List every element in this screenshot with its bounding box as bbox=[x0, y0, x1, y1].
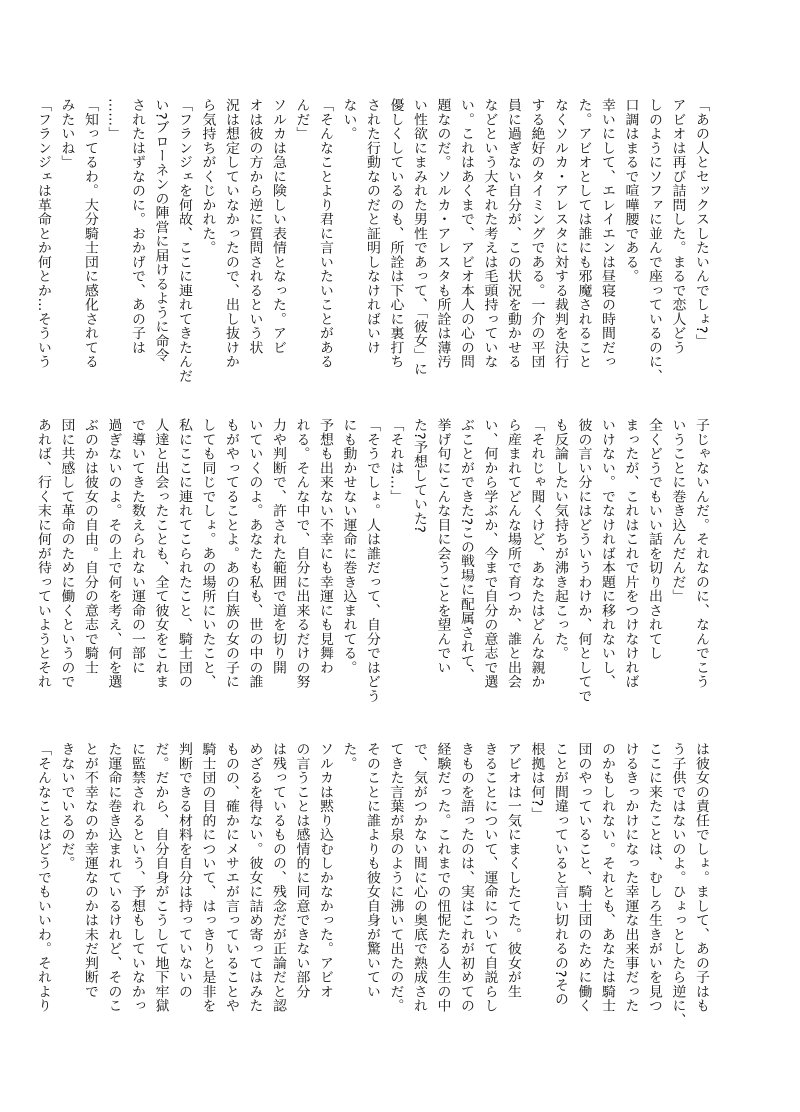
text-line: 幸いにして、エレイエンは昼寝の時間だっ bbox=[599, 98, 615, 369]
text-line: う子供ではないのよ。ひょっとしたら逆に、 bbox=[669, 742, 686, 1027]
text-line: 力や判断で、許された範囲で道を切り開 bbox=[270, 418, 286, 675]
text-line: 優しくしているのも、所詮は下心に裏打ち bbox=[387, 98, 404, 369]
text-line: などという大それた考えは毛頭持っていな bbox=[481, 98, 498, 369]
text-line: 口調はまるで喧嘩腰である。 bbox=[622, 98, 639, 284]
text-line: れる。そんな中で、自分に出来るだけの努 bbox=[293, 418, 310, 689]
text-line: ら気持ちがくじかれた。 bbox=[199, 98, 216, 255]
text-line: いけない。でなければ本題に移れないし、 bbox=[599, 418, 615, 689]
text-tier-bottom bbox=[35, 742, 712, 1027]
text-line: 挙げ句にこんな目に会うことを望んでい bbox=[434, 418, 451, 675]
text-line: は彼女の責任でしょ。まして、あの子はも bbox=[693, 742, 709, 1013]
text-line: 「あの人とセックスしたいんでしょ?」 bbox=[693, 98, 709, 348]
text-line: 全くどうでもいい話を切り出されてし bbox=[646, 418, 662, 661]
text-line: い、何から学ぶか、今まで自分の意志で選 bbox=[481, 418, 498, 689]
text-line: 「フランジェは革命とか何とか…そういう bbox=[35, 98, 51, 369]
text-line: の言うことは感情的に同意できない部分 bbox=[293, 742, 310, 999]
text-line: まったが、これはこれで片をつけなければ bbox=[622, 418, 639, 689]
text-line: なくソルカ・アレスタに対する裁判を決行 bbox=[552, 98, 568, 369]
text-line: 人達と出会ったことも、全て彼女をこれま bbox=[152, 418, 169, 689]
text-line: オは彼の方から逆に質問されるという状 bbox=[246, 98, 263, 355]
text-line: 団のやっていること、騎士団のために働く bbox=[575, 742, 592, 1013]
text-line: ものの、確かにメサエが言っていることや bbox=[223, 742, 239, 1013]
text-line: ことが間違っていると言い切れるの?その bbox=[552, 742, 568, 1007]
text-line: い。これはあくまで、アビオ本人の心の問 bbox=[458, 98, 474, 369]
text-line: しのようにソファに並んで座っているのに、 bbox=[646, 98, 662, 383]
text-line: で、気がつかない間に心の奥底で熟成され bbox=[411, 742, 427, 1013]
text-line: 判断できる材料を自分は持っていないの bbox=[176, 742, 192, 999]
text-line: 員に過ぎない自分が、この状況を動かせる bbox=[505, 98, 521, 369]
text-tier-top bbox=[35, 98, 712, 383]
text-line: 「そんなことより君に言いたいことがある bbox=[317, 98, 333, 369]
text-line: みたいね」 bbox=[58, 98, 75, 170]
text-line: で導いてきた数えられない運命の一部に bbox=[129, 418, 145, 675]
text-line: きないでいるのだ。 bbox=[58, 742, 75, 871]
text-line: た。 bbox=[340, 742, 357, 771]
text-line: 況は想定していなかったので、出し抜けか bbox=[223, 98, 239, 369]
text-line: 「それじゃ聞くけど、あなたはどんな親か bbox=[528, 418, 545, 689]
text-line: 予想も出来ない不幸にも幸運にも見舞わ bbox=[317, 418, 333, 675]
text-line: 私にここに連れてこられたこと、騎士団の bbox=[176, 418, 192, 689]
text-line: 彼の言い分にはどういうわけか、何としてで bbox=[575, 418, 592, 703]
text-line: 根拠は何?」 bbox=[528, 742, 545, 821]
text-line: い性欲にまみれた男性であって、「彼女」に bbox=[411, 98, 427, 377]
text-line: ら産まれてどんな場所で育つか、誰と出会 bbox=[505, 418, 521, 689]
text-line: も反論したい気持ちが沸き起こった。 bbox=[552, 418, 568, 661]
text-line: 「そんなことはどうでもいいわ。それより bbox=[35, 742, 51, 1013]
text-line: ぶのかは彼女の自由。自分の意志で騎士 bbox=[82, 418, 98, 675]
text-line: た?予想していた? bbox=[411, 418, 427, 534]
text-line: い?ブローネンの陣営に届けるように命令 bbox=[152, 98, 169, 363]
text-line: 「フランジェを何故、ここに連れてきたんだ bbox=[176, 98, 192, 383]
text-line: きものを語ったのは、実はこれが初めての bbox=[458, 742, 474, 1013]
text-line: めざるを得ない。彼女に詰め寄ってはみた bbox=[246, 742, 263, 1013]
text-line: ソルカは黙り込むしかなかった。アビオ bbox=[317, 742, 333, 999]
text-line: ここに来たことは、むしろ生きがいを見つ bbox=[646, 742, 662, 1013]
text-line: ……」 bbox=[105, 98, 122, 141]
text-line: された行動なのだと証明しなければいけ bbox=[364, 98, 380, 355]
text-line: た運命に巻き込まれているけれど、そのこ bbox=[105, 742, 122, 1013]
text-line: のかもしれない。それとも、あなたは騎士 bbox=[599, 742, 615, 1013]
text-line: 団に共感して革命のために働くというので bbox=[58, 418, 75, 689]
text-line: ない。 bbox=[340, 98, 357, 141]
text-line: にも動かせない運命に巻き込まれてる。 bbox=[340, 418, 357, 675]
text-line: んだ」 bbox=[293, 98, 310, 141]
text-line: アビオは一気にまくしたてた。彼女が生 bbox=[505, 742, 521, 999]
text-line: あれば、行く末に何が待っていようとそれ bbox=[35, 418, 51, 689]
text-line: 「それは…」 bbox=[387, 418, 404, 504]
text-line: もがやってることよ。あの白族の女の子に bbox=[223, 418, 239, 689]
text-line: いうことに巻き込んだんだ」 bbox=[669, 418, 686, 604]
text-line: そのことに誰よりも彼女自身が驚いてい bbox=[364, 742, 380, 999]
text-tier-middle bbox=[35, 418, 712, 703]
text-line: アビオは再び詰問した。まるで恋人どう bbox=[669, 98, 686, 355]
text-line: されたはずなのに。おかげで、あの子は bbox=[129, 98, 145, 355]
text-line: 「知ってるわ。大分騎士団に感化されてる bbox=[82, 98, 98, 369]
text-line: けるきっかけになった幸運な出来事だった bbox=[622, 742, 639, 1013]
text-line: は残っているものの、残念だが正論だと認 bbox=[270, 742, 286, 1013]
text-line: に監禁されるという、予想もしていなかっ bbox=[129, 742, 145, 1013]
text-line: てきた言葉が泉のように沸いて出たのだ。 bbox=[387, 742, 404, 1013]
text-line: する絶好のタイミングである。一介の平団 bbox=[528, 98, 545, 369]
text-line: とが不幸なのか幸運なのかは未だ判断で bbox=[82, 742, 98, 999]
text-line: ソルカは急に険しい表情となった。アビ bbox=[270, 98, 286, 355]
text-line: 過ぎないのよ。その上で何を考え、何を選 bbox=[105, 418, 122, 689]
text-line: いていくのよ。あなたも私も、世の中の誰 bbox=[246, 418, 263, 689]
text-line: きることについて、運命について自説らし bbox=[481, 742, 498, 1013]
text-line: た。アビオとしては誰にも邪魔されること bbox=[575, 98, 592, 369]
text-line: しても同じでしょ。あの場所にいたこと、 bbox=[199, 418, 216, 689]
text-line: 経験だった。これまでの忸怩たる人生の中 bbox=[434, 742, 451, 1013]
text-line: 「そうでしょ。人は誰だって、自分ではどう bbox=[364, 418, 380, 703]
text-line: 騎士団の目的について、はっきりと是非を bbox=[199, 742, 216, 1013]
text-line: だ。だから、自分自身がこうして地下牢獄 bbox=[152, 742, 169, 1013]
text-line: 題なのだ。ソルカ・アレスタも所詮は薄汚 bbox=[434, 98, 451, 369]
text-line: 子じゃないんだ。それなのに、なんでこう bbox=[693, 418, 709, 689]
text-line: ぶことができた?この戦場に配属されて、 bbox=[458, 418, 474, 683]
